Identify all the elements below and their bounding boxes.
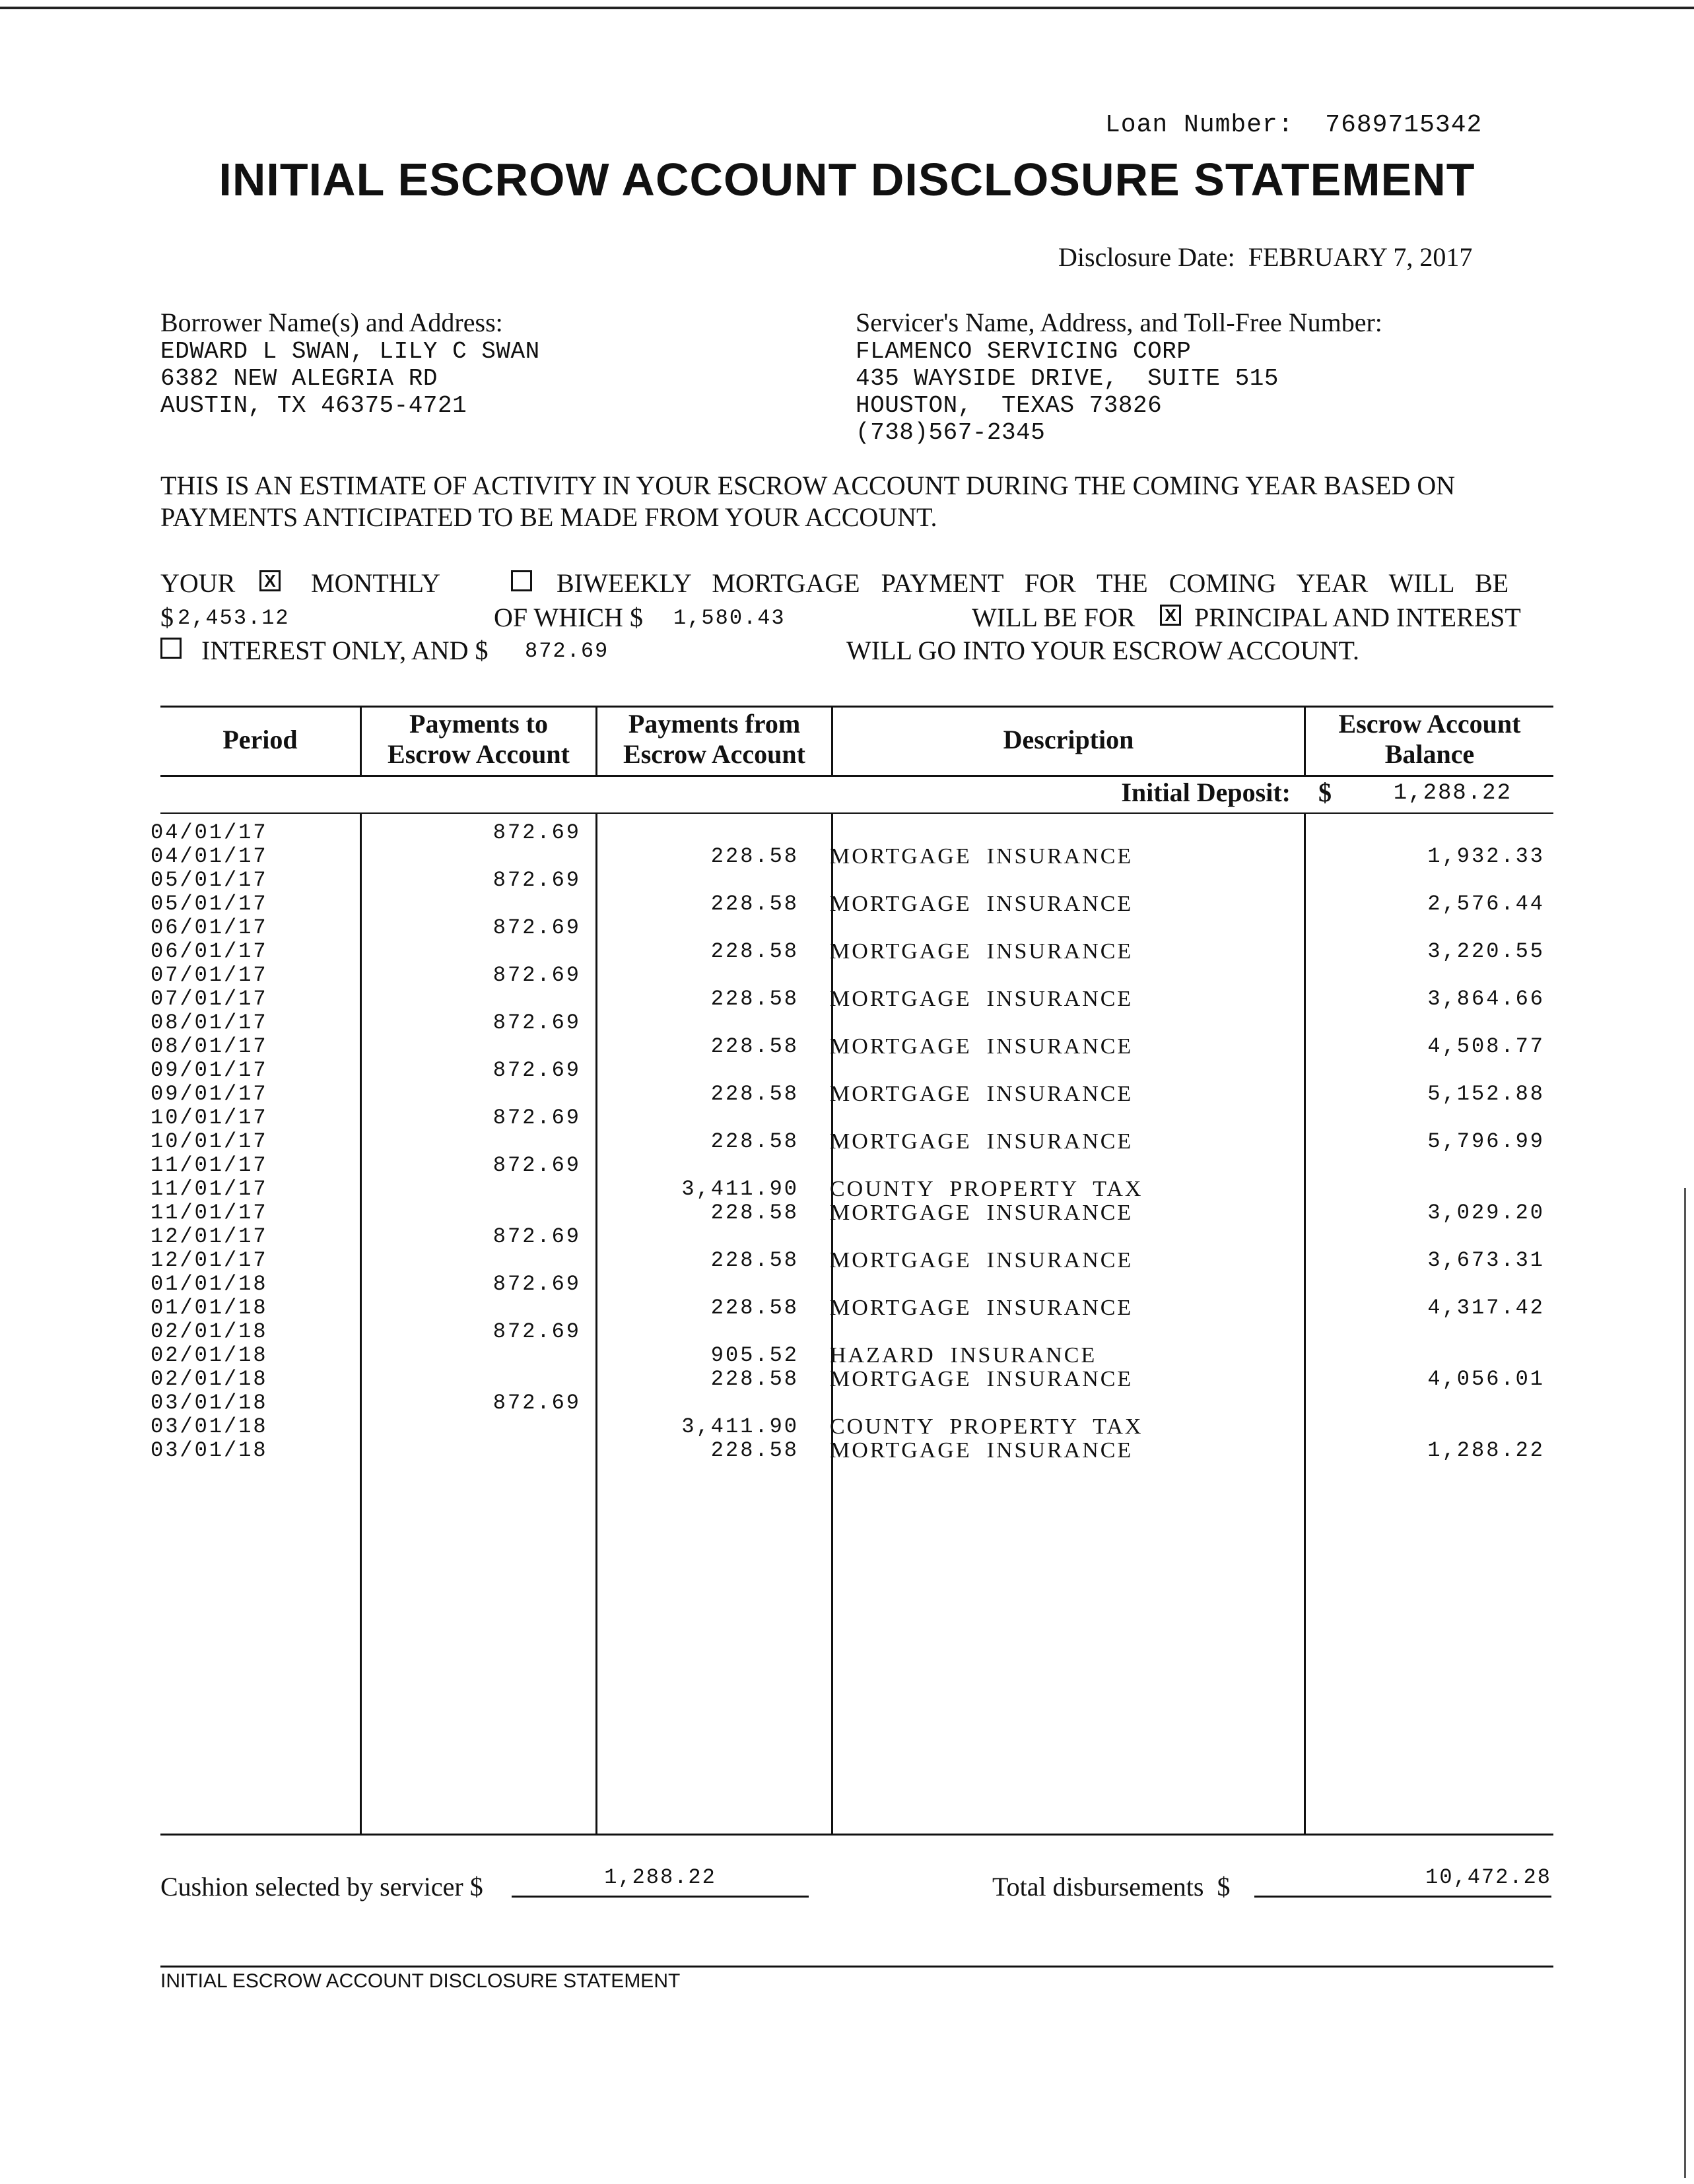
servicer-city: HOUSTON, TEXAS 73826 — [856, 392, 1163, 419]
cell-period: 03/01/18 — [151, 1438, 268, 1463]
cell-period: 12/01/17 — [151, 1248, 268, 1273]
table-row — [0, 1010, 1694, 1034]
payment-line-3 — [160, 635, 1553, 669]
header-description: Description — [1003, 725, 1134, 754]
borrower-address-block — [160, 308, 540, 419]
cell-description: MORTGAGE INSURANCE — [830, 892, 1134, 916]
escrow-payment-amount: 872.69 — [525, 639, 609, 663]
table-row — [0, 1082, 1694, 1106]
table-row — [0, 1034, 1694, 1058]
table-row — [0, 1391, 1694, 1414]
interest-only-checkbox[interactable] — [160, 638, 182, 659]
borrower-city: AUSTIN, TX 46375-4721 — [160, 392, 467, 419]
table-row — [0, 1106, 1694, 1129]
cell-description: COUNTY PROPERTY TAX — [830, 1177, 1143, 1201]
table-row — [0, 1272, 1694, 1296]
initial-deposit-label: Initial Deposit: — [1121, 778, 1291, 807]
table-row — [0, 1201, 1694, 1224]
table-row — [0, 892, 1694, 915]
table-row — [0, 1438, 1694, 1462]
header-payments-from-line1: Payments from — [628, 709, 801, 739]
cell-period: 01/01/18 — [151, 1272, 268, 1296]
cell-balance: 3,029.20 — [1427, 1201, 1545, 1225]
cell-payment-from: 228.58 — [710, 1248, 799, 1273]
table-header-rule — [160, 775, 1553, 777]
table-row — [0, 1153, 1694, 1177]
monthly-label: MONTHLY — [311, 568, 440, 598]
cell-payment-from: 228.58 — [710, 1296, 799, 1320]
table-row — [0, 1224, 1694, 1248]
cell-balance: 4,056.01 — [1427, 1367, 1545, 1391]
cell-period: 09/01/17 — [151, 1058, 268, 1082]
servicer-address-block — [856, 308, 1382, 446]
servicer-phone: (738)567-2345 — [856, 419, 1046, 446]
disclosure-date-value: FEBRUARY 7, 2017 — [1248, 242, 1473, 272]
total-disbursements-amount: 10,472.28 — [1425, 1865, 1551, 1890]
cell-period: 07/01/17 — [151, 963, 268, 987]
table-row — [0, 1414, 1694, 1438]
header-payments-from-line2: Escrow Account — [623, 739, 805, 769]
cell-payment-from: 228.58 — [710, 1438, 799, 1463]
servicer-name: FLAMENCO SERVICING CORP — [856, 338, 1192, 365]
biweekly-checkbox[interactable] — [511, 570, 532, 591]
cell-period: 08/01/17 — [151, 1010, 268, 1035]
total-prefix: $ — [160, 603, 174, 632]
of-which-label: OF WHICH $ — [494, 603, 643, 632]
cell-period: 06/01/17 — [151, 915, 268, 940]
initial-deposit-currency: $ — [1318, 778, 1332, 807]
loan-number — [1105, 111, 1482, 139]
cell-period: 10/01/17 — [151, 1106, 268, 1130]
cell-payment-to: 872.69 — [492, 1010, 581, 1035]
footer-form-title: INITIAL ESCROW ACCOUNT DISCLOSURE STATEMENT — [160, 1970, 681, 1992]
into-escrow-label: WILL GO INTO YOUR ESCROW ACCOUNT. — [846, 636, 1360, 665]
cell-payment-to: 872.69 — [492, 1153, 581, 1177]
cell-description: COUNTY PROPERTY TAX — [830, 1414, 1143, 1439]
cell-payment-from: 228.58 — [710, 1367, 799, 1391]
cell-payment-from: 228.58 — [710, 1129, 799, 1154]
disclosure-date — [1058, 242, 1472, 273]
header-payments-to-line1: Payments to — [409, 709, 548, 739]
borrower-street: 6382 NEW ALEGRIA RD — [160, 365, 438, 392]
cell-balance: 5,796.99 — [1427, 1129, 1545, 1154]
scan-edge-line — [0, 7, 1694, 9]
cell-balance: 4,508.77 — [1427, 1034, 1545, 1059]
loan-number-label: Loan Number: — [1105, 111, 1294, 139]
servicer-label: Servicer's Name, Address, and Toll-Free Number: — [856, 308, 1382, 337]
cell-payment-from: 905.52 — [710, 1343, 799, 1368]
table-row — [0, 939, 1694, 963]
cell-balance: 1,932.33 — [1427, 844, 1545, 869]
interest-only-label: INTEREST ONLY, AND $ — [201, 636, 489, 665]
cell-payment-from: 228.58 — [710, 1082, 799, 1106]
borrower-label: Borrower Name(s) and Address: — [160, 308, 503, 337]
monthly-checkbox[interactable]: X — [259, 570, 281, 591]
cell-period: 08/01/17 — [151, 1034, 268, 1059]
footer-rule — [160, 1966, 1553, 1968]
cell-period: 11/01/17 — [151, 1153, 268, 1177]
cell-description: MORTGAGE INSURANCE — [830, 939, 1134, 964]
cushion-label: Cushion selected by servicer $ — [160, 1872, 483, 1902]
table-row — [0, 844, 1694, 868]
disclosure-date-label: Disclosure Date: — [1058, 242, 1235, 272]
cell-balance: 5,152.88 — [1427, 1082, 1545, 1106]
cell-period: 09/01/17 — [151, 1082, 268, 1106]
will-be-for-label: WILL BE FOR — [972, 603, 1135, 632]
cell-payment-from: 3,411.90 — [681, 1414, 799, 1439]
table-row — [0, 1319, 1694, 1343]
cell-period: 11/01/17 — [151, 1201, 268, 1225]
borrower-name: EDWARD L SWAN, LILY C SWAN — [160, 338, 540, 365]
cell-balance: 4,317.42 — [1427, 1296, 1545, 1320]
loan-number-value: 7689715342 — [1325, 111, 1483, 139]
cell-payment-to: 872.69 — [492, 1058, 581, 1082]
header-balance-line2: Balance — [1384, 739, 1475, 769]
cell-period: 03/01/18 — [151, 1414, 268, 1439]
cell-payment-to: 872.69 — [492, 1106, 581, 1130]
cell-balance: 1,288.22 — [1427, 1438, 1545, 1463]
header-balance — [1306, 709, 1553, 770]
cell-description: MORTGAGE INSURANCE — [830, 1201, 1134, 1225]
cell-payment-to: 872.69 — [492, 963, 581, 987]
table-row — [0, 1296, 1694, 1319]
cell-description: MORTGAGE INSURANCE — [830, 1367, 1134, 1391]
cell-period: 02/01/18 — [151, 1367, 268, 1391]
estimate-notice: THIS IS AN ESTIMATE OF ACTIVITY IN YOUR ESCROW ACCOUNT DURING THE COMING YEAR BASED ON PAYMENTS ANTICIPATED TO BE MADE FROM YOUR ACCOUNT. — [160, 471, 1456, 532]
biweekly-text: BIWEEKLY MORTGAGE PAYMENT FOR THE COMING YEAR WILL BE — [557, 568, 1509, 598]
table-row — [0, 1248, 1694, 1272]
cell-period: 04/01/17 — [151, 820, 268, 845]
cell-period: 06/01/17 — [151, 939, 268, 964]
table-row — [0, 1343, 1694, 1367]
cell-description: MORTGAGE INSURANCE — [830, 1296, 1134, 1320]
principal-interest-checkbox[interactable]: X — [1160, 605, 1181, 626]
principal-interest-label: PRINCIPAL AND INTEREST — [1194, 603, 1521, 632]
table-row — [0, 820, 1694, 844]
header-balance-line1: Escrow Account — [1338, 709, 1521, 739]
cell-period: 02/01/18 — [151, 1319, 268, 1344]
cell-description: MORTGAGE INSURANCE — [830, 1248, 1134, 1273]
cell-payment-from: 228.58 — [710, 1201, 799, 1225]
total-disbursements-label: Total disbursements $ — [992, 1872, 1231, 1902]
total-payment-amount: 2,453.12 — [178, 606, 290, 630]
cell-payment-to: 872.69 — [492, 915, 581, 940]
cell-period: 05/01/17 — [151, 868, 268, 892]
cell-period: 02/01/18 — [151, 1343, 268, 1368]
cell-payment-from: 3,411.90 — [681, 1177, 799, 1201]
cell-payment-from: 228.58 — [710, 892, 799, 916]
cell-description: MORTGAGE INSURANCE — [830, 987, 1134, 1011]
cushion-underline — [512, 1896, 809, 1898]
cell-period: 03/01/18 — [151, 1391, 268, 1415]
table-row — [0, 963, 1694, 987]
servicer-street: 435 WAYSIDE DRIVE, SUITE 515 — [856, 365, 1279, 392]
header-period: Period — [222, 725, 298, 754]
table-row — [0, 1177, 1694, 1201]
table-row — [0, 987, 1694, 1010]
cell-payment-from: 228.58 — [710, 1034, 799, 1059]
your-label: YOUR — [160, 568, 236, 598]
cell-payment-from: 228.58 — [710, 844, 799, 869]
page-title: INITIAL ESCROW ACCOUNT DISCLOSURE STATEMENT — [219, 154, 1475, 205]
cell-period: 10/01/17 — [151, 1129, 268, 1154]
cell-period: 05/01/17 — [151, 892, 268, 916]
cell-balance: 3,673.31 — [1427, 1248, 1545, 1273]
cell-balance: 3,220.55 — [1427, 939, 1545, 964]
cell-payment-to: 872.69 — [492, 1391, 581, 1415]
cell-payment-to: 872.69 — [492, 820, 581, 845]
table-row — [0, 868, 1694, 892]
payment-line-2 — [160, 602, 1553, 636]
cell-description: MORTGAGE INSURANCE — [830, 1129, 1134, 1154]
cell-balance: 3,864.66 — [1427, 987, 1545, 1011]
header-payments-to — [362, 709, 595, 770]
principal-interest-amount: 1,580.43 — [673, 606, 786, 630]
table-deposit-rule — [160, 812, 1553, 814]
cell-description: MORTGAGE INSURANCE — [830, 844, 1134, 869]
cell-payment-to: 872.69 — [492, 1272, 581, 1296]
cell-payment-from: 228.58 — [710, 987, 799, 1011]
cell-description: HAZARD INSURANCE — [830, 1343, 1097, 1368]
table-row — [0, 915, 1694, 939]
cell-description: MORTGAGE INSURANCE — [830, 1034, 1134, 1059]
cell-payment-to: 872.69 — [492, 1224, 581, 1249]
header-payments-to-line2: Escrow Account — [388, 739, 570, 769]
payment-line-1 — [160, 568, 1553, 602]
table-row — [0, 1058, 1694, 1082]
cell-description: MORTGAGE INSURANCE — [830, 1438, 1134, 1463]
cell-balance: 2,576.44 — [1427, 892, 1545, 916]
initial-deposit-amount: 1,288.22 — [1393, 781, 1512, 806]
cell-period: 04/01/17 — [151, 844, 268, 869]
cell-payment-to: 872.69 — [492, 868, 581, 892]
table-row — [0, 1129, 1694, 1153]
cushion-amount: 1,288.22 — [604, 1865, 716, 1890]
table-top-rule — [160, 706, 1553, 708]
cell-description: MORTGAGE INSURANCE — [830, 1082, 1134, 1106]
cell-period: 11/01/17 — [151, 1177, 268, 1201]
total-underline — [1254, 1896, 1551, 1898]
cell-payment-to: 872.69 — [492, 1319, 581, 1344]
cell-period: 07/01/17 — [151, 987, 268, 1011]
cell-period: 01/01/18 — [151, 1296, 268, 1320]
table-bottom-rule — [160, 1834, 1553, 1836]
cell-payment-from: 228.58 — [710, 939, 799, 964]
cell-period: 12/01/17 — [151, 1224, 268, 1249]
table-row — [0, 1367, 1694, 1391]
header-payments-from — [597, 709, 831, 770]
